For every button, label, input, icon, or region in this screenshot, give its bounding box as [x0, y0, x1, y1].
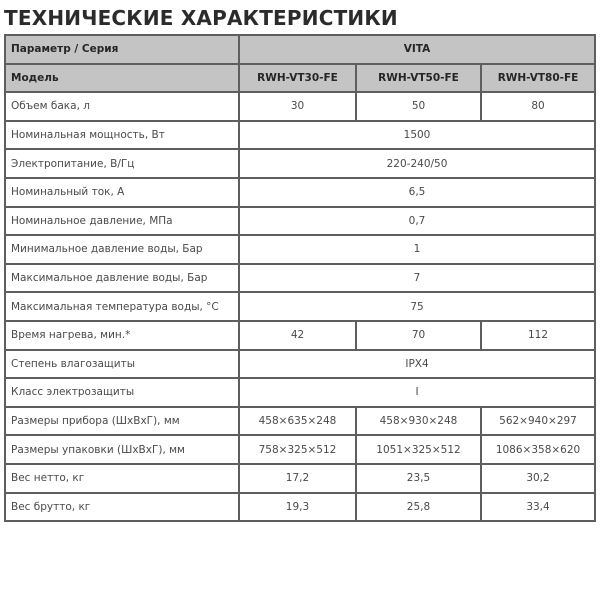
- table-row: [5, 464, 595, 493]
- table-row: [5, 235, 595, 264]
- cell-value: 30: [239, 92, 356, 121]
- cell-value: 1086×358×620: [481, 435, 595, 464]
- cell-value: 25,8: [356, 493, 481, 522]
- table-row: [5, 407, 595, 436]
- header-row-series: [5, 35, 595, 64]
- cell-value: 6,5: [239, 178, 595, 207]
- cell-value: 75: [239, 292, 595, 321]
- page-title: ТЕХНИЧЕСКИЕ ХАРАКТЕРИСТИКИ: [4, 6, 398, 30]
- cell-value: 1500: [239, 121, 595, 150]
- param-label: Номинальная мощность, Вт: [5, 121, 239, 150]
- cell-value: 458×635×248: [239, 407, 356, 436]
- cell-value: 758×325×512: [239, 435, 356, 464]
- table-row: [5, 350, 595, 379]
- cell-value: 0,7: [239, 207, 595, 236]
- cell-value: 112: [481, 321, 595, 350]
- cell-value: 23,5: [356, 464, 481, 493]
- param-label: Номинальный ток, А: [5, 178, 239, 207]
- param-label: Класс электрозащиты: [5, 378, 239, 407]
- table-row: [5, 292, 595, 321]
- param-label: Электропитание, В/Гц: [5, 149, 239, 178]
- cell-value: 33,4: [481, 493, 595, 522]
- cell-value: 17,2: [239, 464, 356, 493]
- cell-value: 30,2: [481, 464, 595, 493]
- param-label: Максимальная температура воды, °С: [5, 292, 239, 321]
- table-row: [5, 207, 595, 236]
- cell-value: 1: [239, 235, 595, 264]
- cell-value: 7: [239, 264, 595, 293]
- cell-value: 220-240/50: [239, 149, 595, 178]
- model-label: Модель: [5, 64, 239, 93]
- cell-value: 80: [481, 92, 595, 121]
- cell-value: 1051×325×512: [356, 435, 481, 464]
- param-label: Максимальное давление воды, Бар: [5, 264, 239, 293]
- table-row: [5, 321, 595, 350]
- param-label: Размеры прибора (ШхВхГ), мм: [5, 407, 239, 436]
- model-name: RWH-VT30-FE: [239, 64, 356, 93]
- table-row: [5, 149, 595, 178]
- table-row: [5, 493, 595, 522]
- param-label: Вес брутто, кг: [5, 493, 239, 522]
- param-label: Время нагрева, мин.*: [5, 321, 239, 350]
- param-label: Номинальное давление, МПа: [5, 207, 239, 236]
- table-row: [5, 178, 595, 207]
- model-name: RWH-VT50-FE: [356, 64, 481, 93]
- table-row: [5, 378, 595, 407]
- cell-value: 70: [356, 321, 481, 350]
- table-row: [5, 121, 595, 150]
- cell-value: IPX4: [239, 350, 595, 379]
- param-series-label: Параметр / Серия: [5, 35, 239, 64]
- spec-table: [4, 34, 596, 522]
- cell-value: I: [239, 378, 595, 407]
- param-label: Степень влагозащиты: [5, 350, 239, 379]
- model-name: RWH-VT80-FE: [481, 64, 595, 93]
- table-row: [5, 435, 595, 464]
- cell-value: 42: [239, 321, 356, 350]
- param-label: Вес нетто, кг: [5, 464, 239, 493]
- cell-value: 458×930×248: [356, 407, 481, 436]
- cell-value: 50: [356, 92, 481, 121]
- param-label: Минимальное давление воды, Бар: [5, 235, 239, 264]
- cell-value: 19,3: [239, 493, 356, 522]
- series-name: VITA: [239, 35, 595, 64]
- param-label: Размеры упаковки (ШхВхГ), мм: [5, 435, 239, 464]
- table-row: [5, 264, 595, 293]
- cell-value: 562×940×297: [481, 407, 595, 436]
- header-row-models: [5, 64, 595, 93]
- param-label: Объем бака, л: [5, 92, 239, 121]
- table-row: [5, 92, 595, 121]
